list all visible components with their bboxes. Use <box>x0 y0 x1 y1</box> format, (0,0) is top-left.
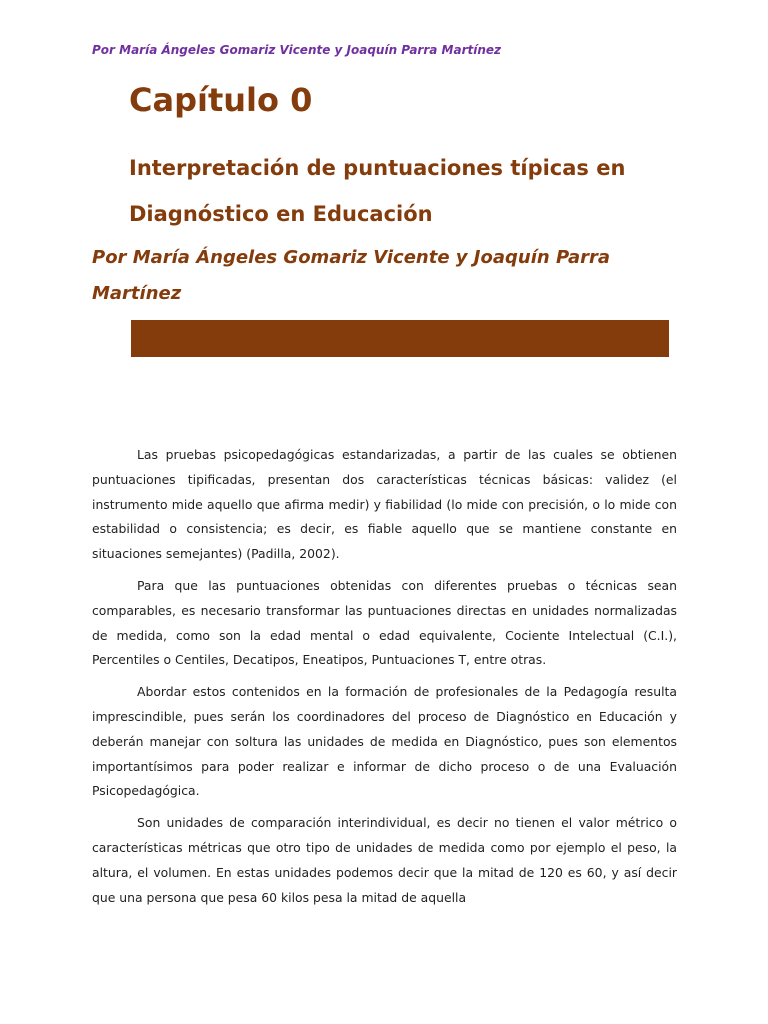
paragraph-4: Son unidades de comparación interindividual, es decir no tienen el valor métrico o características métricas que otro tipo de unidades de medida como por ejemplo el peso, la altura, el volumen. En estas unidades podemos decir que la mitad de 120 es 60, y así decir que una persona que pesa 60 kilos pesa la mitad de aquella <box>92 815 677 905</box>
chapter-subtitle: Interpretación de puntuaciones típicas en Diagnóstico en Educación <box>129 156 626 226</box>
body-text <box>92 443 677 917</box>
paragraph-2: Para que las puntuaciones obtenidas con diferentes pruebas o técnicas sean comparables, es necesario transformar las puntuaciones directas en unidades normalizadas de medida, como son la edad mental o edad equivalente, Cociente Intelectual (C.I.), Percentiles o Centiles, Decatipos, Eneatipos, Puntuaciones T, entre otras. <box>92 577 677 668</box>
chapter-authors: Por María Ángeles Gomariz Vicente y Joaquín Parra Martínez <box>92 247 611 304</box>
chapter-title: Capítulo 0 <box>129 81 313 119</box>
paragraph-1: Las pruebas psicopedagógicas estandarizadas, a partir de las cuales se obtienen puntuaciones tipificadas, presentan dos características técnicas básicas: validez (el instrumento mide aquello que afirma medir) y fiabilidad (lo mide con precisión, o lo mide con estabilidad o consistencia; es decir, es fiable aquello que se mantiene constante en situaciones semejantes) (Padilla, 2002). <box>92 447 677 562</box>
running-header: Por María Ángeles Gomariz Vicente y Joaquín Parra Martínez <box>92 43 502 57</box>
decorative-bar <box>131 320 669 357</box>
paragraph-3: Abordar estos contenidos en la formación de profesionales de la Pedagogía resulta imprescindible, pues serán los coordinadores del proceso de Diagnóstico en Educación y deberán manejar con soltura las unidades de medida en Diagnóstico, pues son elementos importantísimos para poder realizar e informar de dicho proceso o de una Evaluación Psicopedagógica. <box>92 684 677 799</box>
